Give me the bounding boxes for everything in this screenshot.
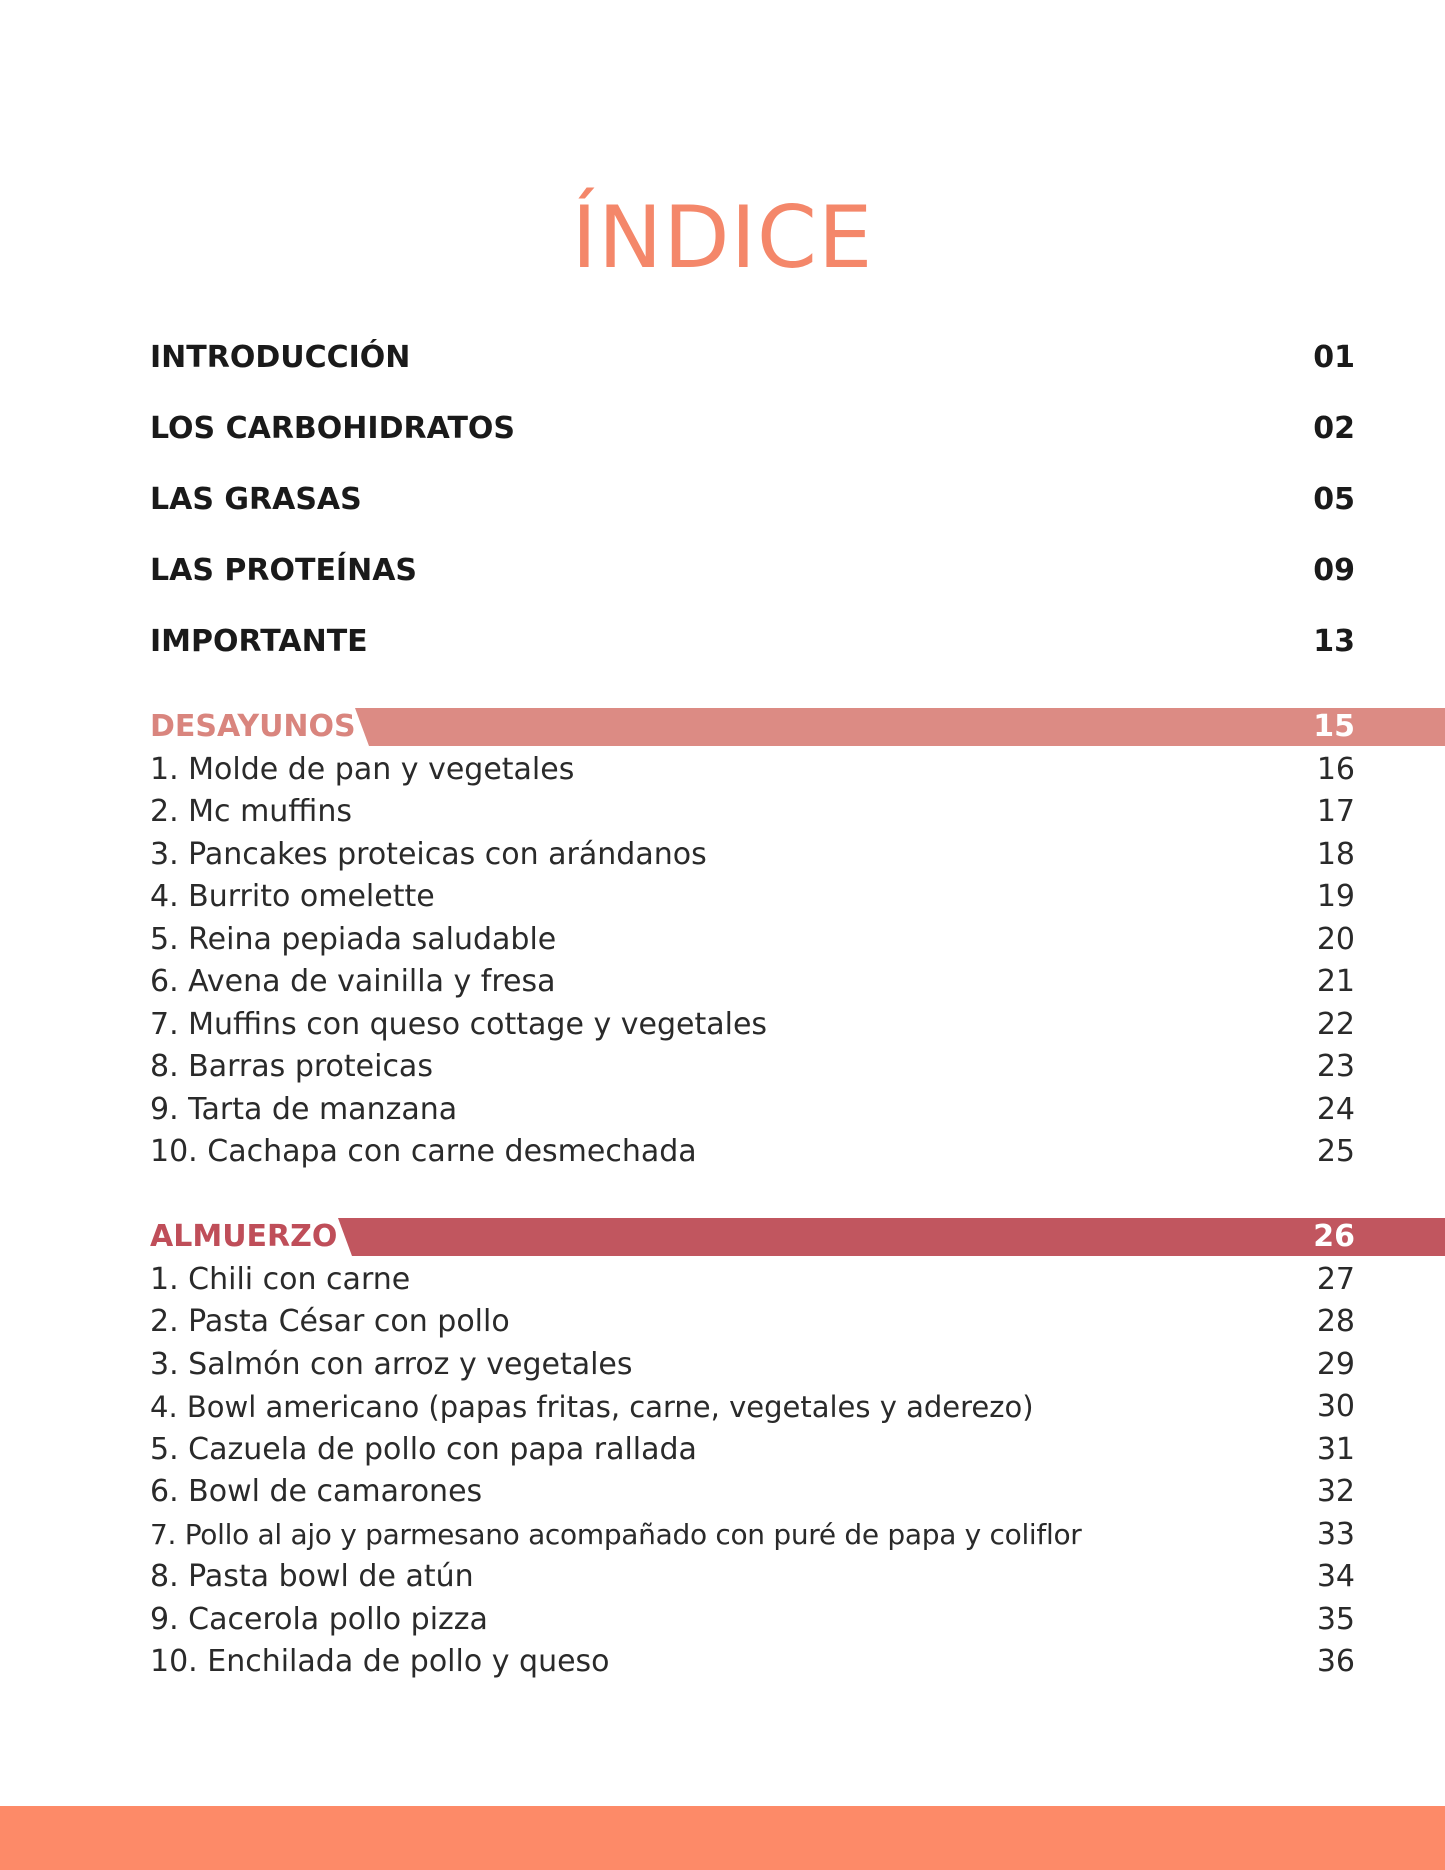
toc-item-label: 5. Cazuela de pollo con papa rallada [150, 1432, 697, 1467]
toc-item-page: 16 [1316, 752, 1355, 787]
toc-main-label: LOS CARBOHIDRATOS [150, 411, 516, 446]
toc-item-label: 3. Pancakes proteicas con arándanos [150, 837, 707, 872]
toc-main-page: 01 [1313, 340, 1355, 375]
section-header-almuerzo[interactable] [0, 1218, 1445, 1256]
toc-main-entry[interactable] [150, 622, 1355, 662]
toc-item-label: 7. Pollo al ajo y parmesano acompañado con puré de papa y coliflor [150, 1518, 1082, 1551]
toc-main-page: 05 [1313, 482, 1355, 517]
page-title: ÍNDICE [571, 188, 874, 288]
toc-item-page: 25 [1316, 1134, 1355, 1169]
toc-item[interactable] [150, 1345, 1355, 1385]
section-page: 15 [1313, 709, 1355, 744]
toc-item[interactable] [150, 1472, 1355, 1512]
toc-main-page: 02 [1313, 411, 1355, 446]
section-band-bar [338, 1218, 1445, 1256]
toc-item-page: 34 [1316, 1559, 1355, 1594]
toc-item-label: 5. Reina pepiada saludable [150, 922, 557, 957]
toc-item-label: 4. Burrito omelette [150, 879, 435, 914]
toc-main-label: LAS GRASAS [150, 482, 362, 517]
toc-item-page: 33 [1316, 1517, 1355, 1552]
toc-main-label: INTRODUCCIÓN [150, 340, 411, 375]
toc-item[interactable] [150, 750, 1355, 790]
toc-item[interactable] [150, 1260, 1355, 1300]
toc-item-page: 35 [1316, 1602, 1355, 1637]
toc-item-page: 32 [1316, 1474, 1355, 1509]
section-page: 26 [1313, 1219, 1355, 1254]
toc-item[interactable] [150, 1047, 1355, 1087]
toc-item[interactable] [150, 1600, 1355, 1640]
toc-item[interactable] [150, 1005, 1355, 1045]
toc-item-label: 8. Pasta bowl de atún [150, 1559, 474, 1594]
toc-item-page: 21 [1316, 964, 1355, 999]
toc-main-entry[interactable] [150, 480, 1355, 520]
toc-item-page: 20 [1316, 922, 1355, 957]
toc-item-label: 7. Muffins con queso cottage y vegetales [150, 1007, 768, 1042]
toc-item-label: 1. Molde de pan y vegetales [150, 752, 575, 787]
toc-main-page: 13 [1313, 624, 1355, 659]
toc-item-page: 23 [1316, 1049, 1355, 1084]
toc-item[interactable] [150, 1430, 1355, 1470]
toc-item-label: 8. Barras proteicas [150, 1049, 433, 1084]
toc-main-page: 09 [1313, 553, 1355, 588]
toc-item[interactable] [150, 920, 1355, 960]
toc-item-page: 31 [1316, 1432, 1355, 1467]
toc-item-label: 1. Chili con carne [150, 1262, 411, 1297]
section-band-bar [355, 708, 1445, 746]
toc-item-page: 29 [1316, 1347, 1355, 1382]
section-header-desayunos[interactable] [0, 708, 1445, 746]
toc-item-page: 22 [1316, 1007, 1355, 1042]
toc-item-page: 36 [1316, 1644, 1355, 1679]
section-label: ALMUERZO [150, 1219, 338, 1254]
toc-item[interactable] [150, 1132, 1355, 1172]
toc-item[interactable] [150, 835, 1355, 875]
toc-item-page: 24 [1316, 1092, 1355, 1127]
toc-item[interactable] [150, 877, 1355, 917]
toc-item[interactable] [150, 1302, 1355, 1342]
toc-item-label: 2. Mc muffins [150, 794, 352, 829]
toc-item-page: 19 [1316, 879, 1355, 914]
toc-item-page: 28 [1316, 1304, 1355, 1339]
toc-item-label: 9. Tarta de manzana [150, 1092, 458, 1127]
toc-main-entry[interactable] [150, 409, 1355, 449]
toc-item-label: 3. Salmón con arroz y vegetales [150, 1347, 633, 1382]
footer-bar [0, 1806, 1445, 1870]
toc-item-page: 17 [1316, 794, 1355, 829]
toc-item[interactable] [150, 1515, 1355, 1555]
toc-item-label: 6. Bowl de camarones [150, 1474, 483, 1509]
toc-item-label: 2. Pasta César con pollo [150, 1304, 510, 1339]
toc-item[interactable] [150, 1090, 1355, 1130]
toc-item[interactable] [150, 962, 1355, 1002]
toc-item-page: 27 [1316, 1262, 1355, 1297]
toc-item-label: 4. Bowl americano (papas fritas, carne, vegetales y aderezo) [150, 1390, 1034, 1424]
toc-item-page: 18 [1316, 837, 1355, 872]
toc-item-label: 10. Cachapa con carne desmechada [150, 1134, 697, 1169]
toc-item[interactable] [150, 1557, 1355, 1597]
toc-main-label: LAS PROTEÍNAS [150, 553, 418, 588]
toc-item-label: 6. Avena de vainilla y fresa [150, 964, 556, 999]
section-label: DESAYUNOS [150, 709, 356, 744]
toc-item-label: 9. Cacerola pollo pizza [150, 1602, 488, 1637]
toc-main-label: IMPORTANTE [150, 624, 368, 659]
toc-main-entry[interactable] [150, 338, 1355, 378]
toc-item[interactable] [150, 1642, 1355, 1682]
toc-item[interactable] [150, 1387, 1355, 1427]
toc-item-page: 30 [1316, 1389, 1355, 1424]
toc-item[interactable] [150, 792, 1355, 832]
toc-item-label: 10. Enchilada de pollo y queso [150, 1644, 610, 1679]
toc-main-entry[interactable] [150, 551, 1355, 591]
